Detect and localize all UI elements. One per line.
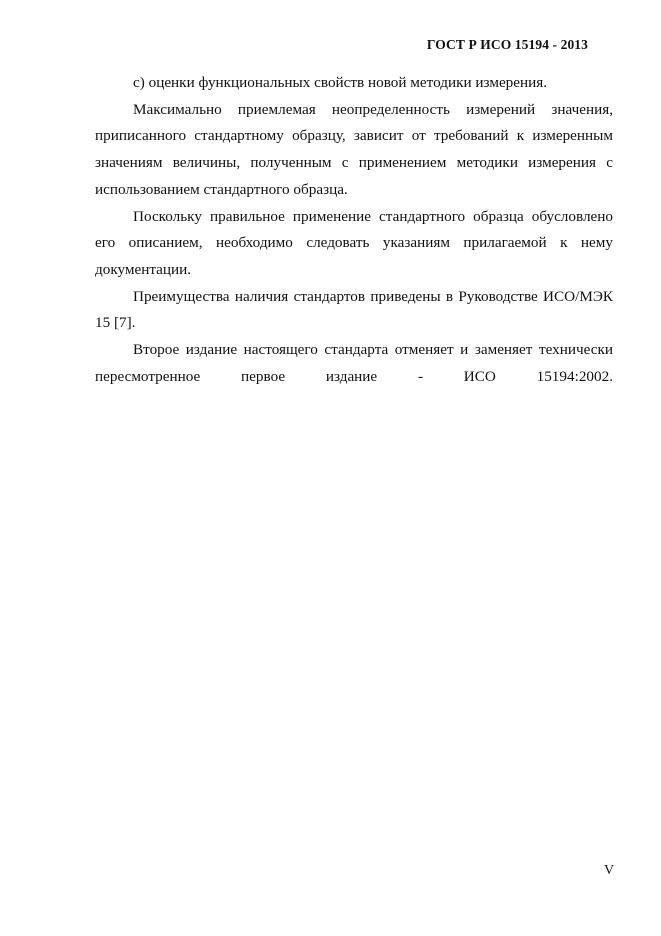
paragraph-second-edition-continuation: пересмотренное первое издание - ИСО 15194:2002. [95, 367, 613, 385]
document-body [95, 70, 613, 390]
paragraph-item-c: с) оценки функциональных свойств новой методики измерения. [133, 74, 548, 91]
paragraph-uncertainty: Максимально приемлемая неопределенность измерений значения, приписанного стандартному образцу, зависит от требований к измеренным значениям величины, полученным с применением методики измерения с использованием стандартного образца. [95, 100, 613, 198]
document-header: ГОСТ Р ИСО 15194 - 2013 [426, 37, 588, 52]
page-number: V [604, 863, 615, 878]
paragraph-second-edition: Второе издание настоящего стандарта отменяет и заменяет технически [133, 341, 613, 359]
paragraph-advantages: Преимущества наличия стандартов приведены в Руководстве ИСО/МЭК 15 [7]. [95, 287, 613, 332]
paragraph-correct-use: Поскольку правильное применение стандартного образца обусловлено его описанием, необходимо следовать указаниям прилагаемой к нему документации. [95, 207, 613, 278]
